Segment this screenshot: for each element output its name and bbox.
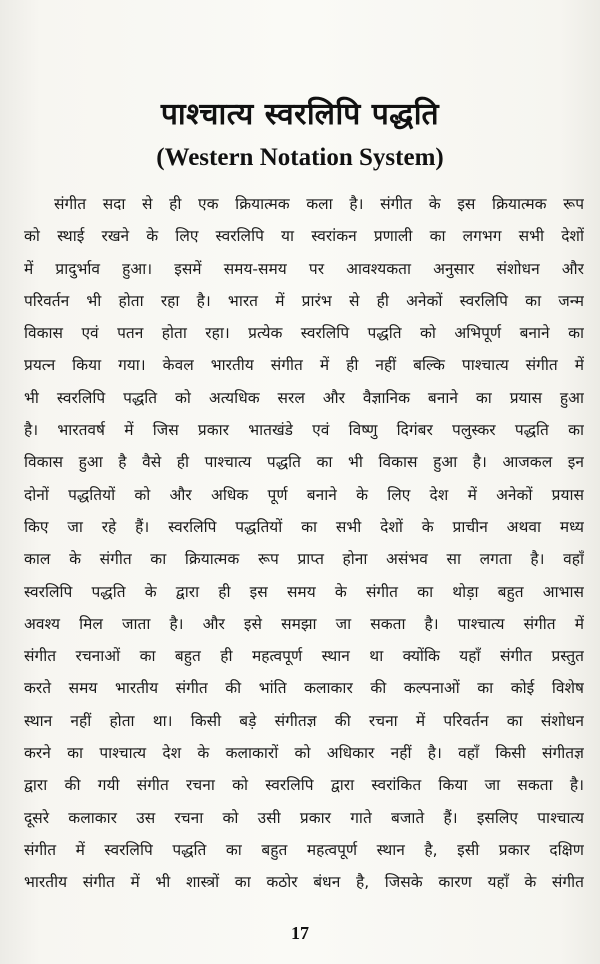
paragraph-line: विकास हुआ है वैसे ही पाश्चात्य पद्धति का भी विकास हुआ है। आजकल इन (24, 453, 584, 472)
paragraph-line: करते समय भारतीय संगीत की भांति कलाकार की कल्पनाओं का कोई विशेष (24, 679, 584, 698)
paragraph-line: स्थान नहीं होता था। किसी बड़े संगीतज्ञ की रचना में परिवर्तन का संशोधन (24, 711, 584, 730)
paragraph-line: परिवर्तन भी होता रहा है। भारत में प्रारंभ से ही अनेकों स्वरलिपि का जन्म (24, 291, 584, 310)
paragraph-line: दोनों पद्धतियों को और अधिक पूर्ण बनाने के लिए देश में अनेकों प्रयास (24, 485, 584, 504)
paragraph-line: में प्रादुर्भाव हुआ। इसमें समय-समय पर आवश्यकता अनुसार संशोधन और (24, 259, 584, 278)
paragraph-line: विकास एवं पतन होता रहा। प्रत्येक स्वरलिपि पद्धति को अभिपूर्ण बनाने का (24, 324, 584, 343)
paragraph-line: स्वरलिपि पद्धति के द्वारा ही इस समय के संगीत का थोड़ा बहुत आभास (24, 582, 584, 601)
paragraph-line: प्रयत्न किया गया। केवल भारतीय संगीत में ही नहीं बल्कि पाश्चात्य संगीत में (24, 356, 584, 375)
paragraph-line: संगीत रचनाओं का बहुत ही महत्वपूर्ण स्थान था क्योंकि यहाँ संगीत प्रस्तुत (24, 647, 584, 666)
page-title: पाश्चात्य स्वरलिपि पद्धति (160, 97, 440, 132)
paragraph-line: को स्थाई रखने के लिए स्वरलिपि या स्वरांकन प्रणाली का लगभग सभी देशों (24, 227, 584, 246)
paragraph-line: करने का पाश्चात्य देश के कलाकारों को अधिकार नहीं है। वहाँ किसी संगीतज्ञ (24, 744, 584, 763)
page-number: 17 (291, 923, 309, 943)
page-subtitle: (Western Notation System) (156, 144, 444, 171)
paragraph-line: किए जा रहे हैं। स्वरलिपि पद्धतियों का सभी देशों के प्राचीन अथवा मध्य (24, 517, 584, 536)
paragraph-line: है। भारतवर्ष में जिस प्रकार भातखंडे एवं विष्णु दिगंबर पलुस्कर पद्धति का (24, 421, 584, 440)
paragraph-line: भी स्वरलिपि पद्धति को अत्यधिक सरल और वैज्ञानिक बनाने का प्रयास हुआ (24, 388, 584, 407)
paragraph-line: द्वारा की गयी संगीत रचना को स्वरलिपि द्वारा स्वरांकित किया जा सकता है। (24, 776, 584, 795)
body-paragraph (24, 188, 584, 899)
paragraph-line: संगीत में स्वरलिपि पद्धति का बहुत महत्वपूर्ण स्थान है, इसी प्रकार दक्षिण (24, 840, 584, 859)
paragraph-line: काल के संगीत का क्रियात्मक रूप प्राप्त होना असंभव सा लगता है। वहाँ (24, 550, 584, 569)
paragraph-line: भारतीय संगीत में भी शास्त्रों का कठोर बंधन है, जिसके कारण यहाँ के संगीत (24, 873, 584, 892)
paragraph-line: संगीत सदा से ही एक क्रियात्मक कला है। संगीत के इस क्रियात्मक रूप (54, 195, 584, 213)
paragraph-line: दूसरे कलाकार उस रचना को उसी प्रकार गाते बजाते हैं। इसलिए पाश्चात्य (24, 808, 584, 827)
paragraph-line: अवश्य मिल जाता है। और इसे समझा जा सकता है। पाश्चात्य संगीत में (24, 614, 584, 633)
